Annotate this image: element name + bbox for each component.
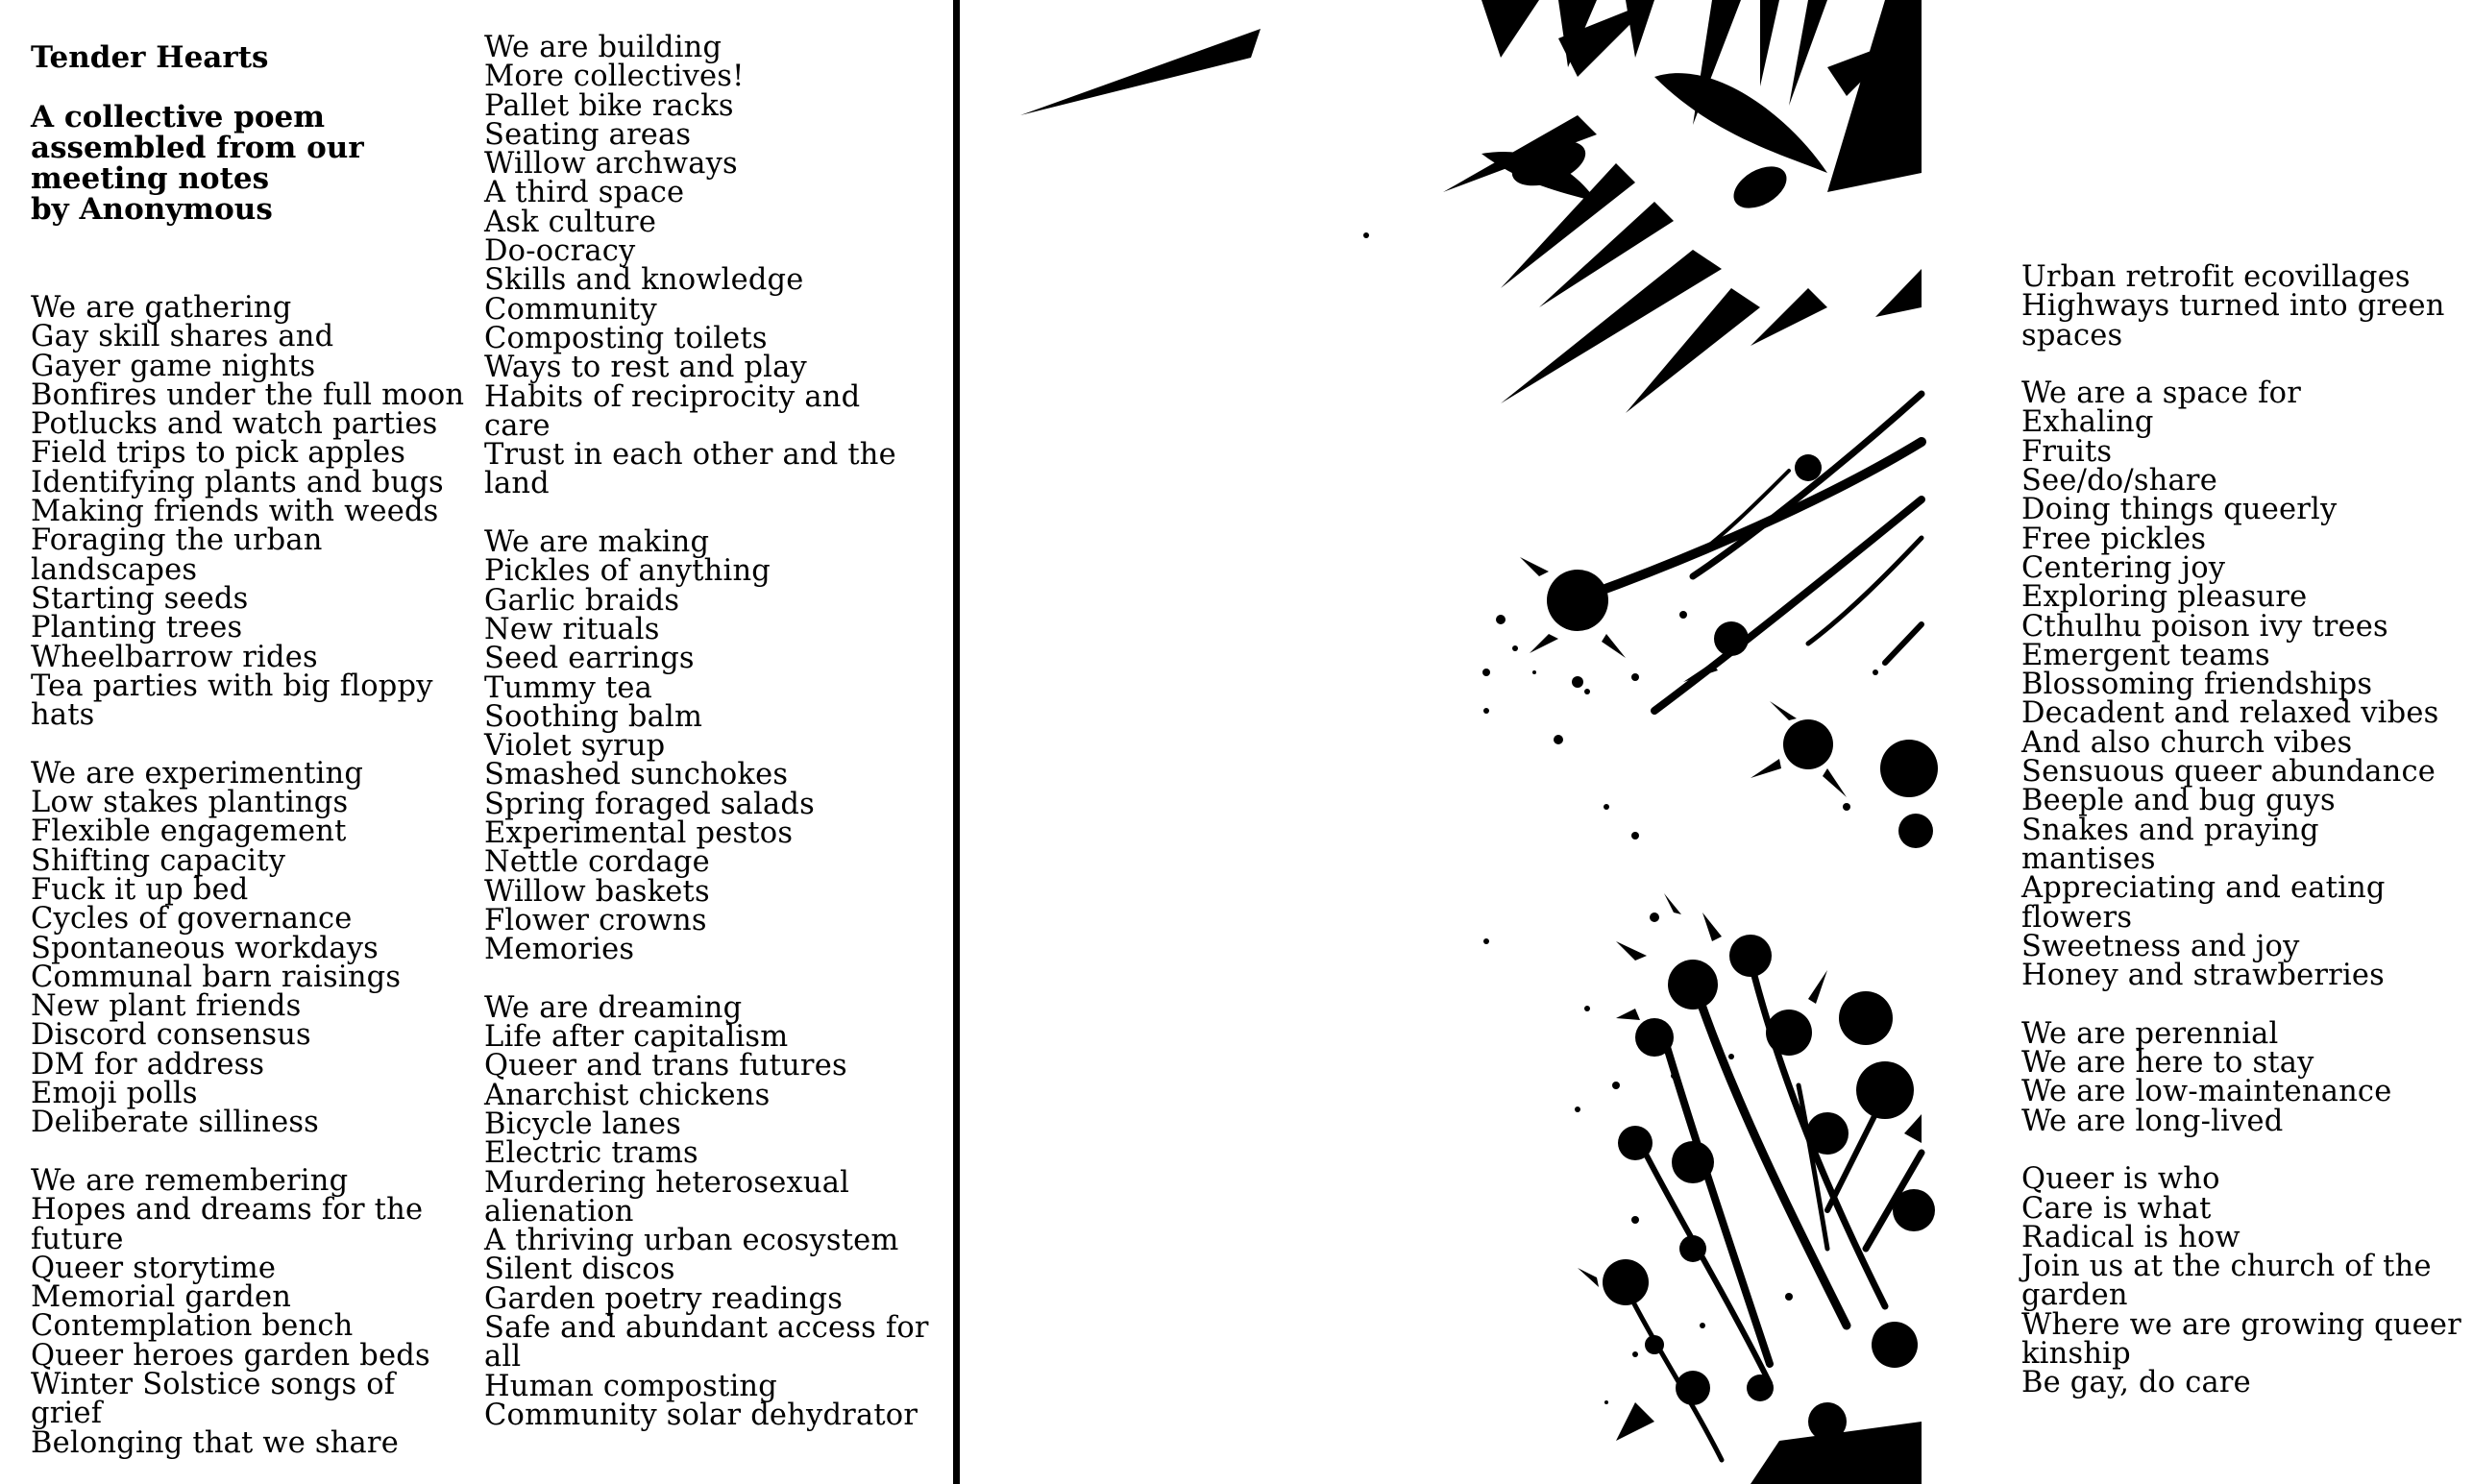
poem-line: Exhaling <box>2021 405 2154 440</box>
poem-line: Anarchist chickens <box>484 1078 771 1112</box>
poem-line: Cycles of governance <box>31 902 353 937</box>
poem-line: Queer heroes garden beds <box>31 1338 430 1373</box>
poem-subtitle-line: A collective poem <box>31 100 326 134</box>
poem-line: Centering joy <box>2021 550 2226 585</box>
poem-line: Fruits <box>2021 434 2113 469</box>
poem-author: by Anonymous <box>31 192 273 227</box>
poem-line: Seating areas <box>484 117 692 152</box>
poem-line: Queer is who <box>2021 1162 2220 1197</box>
poem-line: Spontaneous workdays <box>31 931 380 965</box>
poem-line: Identifying plants and bugs <box>31 465 444 499</box>
poem-line: Bonfires under the full moon <box>31 377 465 412</box>
left-page <box>0 0 953 1484</box>
poem-line: New plant friends <box>31 989 302 1024</box>
splatter-dots <box>1363 232 1878 1112</box>
poem-line: Decadent and relaxed vibes <box>2021 696 2439 731</box>
poem-line: We are perennial <box>2021 1016 2279 1051</box>
poem-line: Ways to rest and play <box>484 351 807 385</box>
poem-line: Planting trees <box>31 611 243 645</box>
poem-line: We are remembering <box>31 1163 349 1198</box>
poem-line: Hopes and dreams for the <box>31 1193 424 1228</box>
poem-line: Willow baskets <box>484 874 710 909</box>
poem-column-3 <box>2021 260 2473 1400</box>
poem-line: Murdering heterosexual <box>484 1165 850 1200</box>
poem-line: Soothing balm <box>484 699 703 734</box>
top-flower-petals <box>1020 0 1922 413</box>
poem-line: Emergent teams <box>2021 638 2270 672</box>
poem-line: Composting toilets <box>484 321 768 355</box>
poem-line: We are making <box>484 525 710 560</box>
poem-line: Garden poetry readings <box>484 1281 844 1316</box>
poem-line: Communal barn raisings <box>31 960 402 994</box>
poem-line: Cthulhu poison ivy trees <box>2021 609 2388 644</box>
poem-line: Experimental pestos <box>484 816 794 851</box>
stanza <box>2021 1162 2473 1400</box>
stanza <box>31 756 477 1140</box>
poem-line: We are long-lived <box>2021 1104 2284 1138</box>
poem-line: Pallet bike racks <box>484 88 734 123</box>
poem-line: Bicycle lanes <box>484 1107 681 1141</box>
poem-line: We are building <box>484 31 722 64</box>
poem-header <box>31 42 473 225</box>
poem-line: We are low-maintenance <box>2021 1075 2392 1109</box>
poem-line: Garlic braids <box>484 583 680 618</box>
stanza <box>31 1163 477 1460</box>
poem-line: New rituals <box>484 612 660 646</box>
poem-line: Care is what <box>2021 1191 2212 1226</box>
poem-line: Trust in each other and the <box>484 438 896 473</box>
poem-line: Where we are growing queer <box>2021 1307 2461 1342</box>
poem-line: Low stakes plantings <box>31 786 349 820</box>
poem-line: Radical is how <box>2021 1220 2240 1254</box>
stanza <box>2021 377 2473 993</box>
poem-line: Shifting capacity <box>31 843 286 878</box>
poem-line: Highways turned into green <box>2021 289 2445 324</box>
stanza <box>484 990 936 1432</box>
poem-line: Sensuous queer abundance <box>2021 755 2436 790</box>
poem-line: Urban retrofit ecovillages <box>2021 260 2411 294</box>
poem-line: care <box>484 408 551 443</box>
right-page <box>963 0 2461 1484</box>
poem-line: garden <box>2021 1278 2128 1313</box>
page-spine-divider <box>953 0 960 1484</box>
poem-line: Silent discos <box>484 1253 675 1287</box>
poem-subtitle-line: meeting notes <box>31 161 270 196</box>
poem-line: Community <box>484 292 657 327</box>
poem-line: mantises <box>2021 841 2156 876</box>
poem-line: Winter Solstice songs of <box>31 1367 396 1401</box>
poem-line: Violet syrup <box>484 729 666 764</box>
poem-line: Wheelbarrow rides <box>31 640 318 674</box>
poem-line: Be gay, do care <box>2021 1366 2251 1400</box>
poem-line: Skills and knowledge <box>484 263 804 298</box>
poem-line: Free pickles <box>2021 522 2207 556</box>
poem-subtitle-line: assembled from our <box>31 131 364 165</box>
poem-line: hats <box>31 698 95 733</box>
poem-line: all <box>484 1340 522 1375</box>
poem-line: DM for address <box>31 1047 265 1082</box>
poem-line: spaces <box>2021 318 2123 353</box>
poem-line: Appreciating and eating <box>2021 871 2386 906</box>
poem-line: Ask culture <box>484 205 657 239</box>
stanza <box>2021 1016 2473 1138</box>
flower-splatter-illustration <box>963 0 1922 1484</box>
poem-line: Electric trams <box>484 1136 698 1171</box>
poem-line: Belonging that we share <box>31 1425 399 1460</box>
poem-line: alienation <box>484 1194 634 1229</box>
poem-line: A third space <box>484 176 685 210</box>
poem-line: We are dreaming <box>484 990 743 1025</box>
poem-line: Gay skill shares and <box>31 320 334 354</box>
stanza <box>2021 260 2473 353</box>
poem-line: Gayer game nights <box>31 349 316 383</box>
poem-line: Do-ocracy <box>484 234 636 269</box>
stanza <box>484 525 936 967</box>
poem-line: Safe and abundant access for <box>484 1311 929 1346</box>
poem-line: Life after capitalism <box>484 1020 789 1055</box>
poem-line: flowers <box>2021 900 2133 935</box>
stanza <box>31 291 477 733</box>
poem-line: Doing things queerly <box>2021 493 2338 527</box>
poem-line: land <box>484 467 550 501</box>
poem-line: Habits of reciprocity and <box>484 379 861 414</box>
poem-line: grief <box>31 1397 103 1431</box>
poem-line: Nettle cordage <box>484 845 710 880</box>
poem-column-2 <box>484 31 936 1432</box>
stanza <box>484 31 936 501</box>
poem-line: See/do/share <box>2021 464 2217 499</box>
poem-title: Tender Hearts <box>31 40 269 75</box>
poem-line: Beeple and bug guys <box>2021 784 2336 818</box>
poem-line: Queer storytime <box>31 1251 277 1285</box>
poem-line: Deliberate silliness <box>31 1106 320 1140</box>
poem-line: A thriving urban ecosystem <box>484 1224 899 1258</box>
poem-line: Community solar dehydrator <box>484 1398 918 1432</box>
poem-line: Spring foraged salads <box>484 787 815 821</box>
poem-line: Honey and strawberries <box>2021 959 2385 993</box>
poem-line: Field trips to pick apples <box>31 436 406 471</box>
poem-line: Snakes and praying <box>2021 813 2319 847</box>
poem-line: Blossoming friendships <box>2021 668 2373 702</box>
poem-column-1 <box>31 291 477 1460</box>
poem-line: Pickles of anything <box>484 554 771 589</box>
poem-line: Flexible engagement <box>31 815 347 849</box>
poem-line: Potlucks and watch parties <box>31 407 438 442</box>
poem-line: We are gathering <box>31 291 292 325</box>
poem-line: Smashed sunchokes <box>484 758 789 792</box>
poem-line: Contemplation bench <box>31 1309 354 1344</box>
poem-line: Human composting <box>484 1369 777 1403</box>
poem-line: Flower crowns <box>484 903 707 937</box>
poem-line: Join us at the church of the <box>2021 1250 2432 1284</box>
poem-line: We are here to stay <box>2021 1046 2314 1081</box>
middle-stems <box>1587 394 1922 711</box>
poem-line: Memorial garden <box>31 1280 292 1315</box>
poem-line: Starting seeds <box>31 581 249 616</box>
poem-line: And also church vibes <box>2021 725 2353 760</box>
poem-line: Tummy tea <box>484 670 653 705</box>
poem-line: We are experimenting <box>31 756 364 791</box>
poem-line: Discord consensus <box>31 1018 311 1053</box>
poem-line: Fuck it up bed <box>31 872 249 907</box>
poem-line: landscapes <box>31 552 198 587</box>
poem-line: Making friends with weeds <box>31 495 439 529</box>
poem-line: Tea parties with big floppy <box>31 669 433 703</box>
poem-line: kinship <box>2021 1336 2131 1371</box>
poem-line: More collectives! <box>484 60 745 94</box>
poem-line: Emoji polls <box>31 1077 198 1111</box>
poem-line: Sweetness and joy <box>2021 929 2300 963</box>
poem-line: Seed earrings <box>484 642 695 676</box>
poem-line: We are a space for <box>2021 377 2302 411</box>
poem-line: Memories <box>484 933 635 967</box>
middle-flower-heads <box>1520 454 1938 848</box>
poem-line: Willow archways <box>484 147 738 182</box>
poem-line: Exploring pleasure <box>2021 580 2308 615</box>
poem-line: future <box>31 1222 124 1256</box>
poem-line: Queer and trans futures <box>484 1049 847 1083</box>
poem-line: Foraging the urban <box>31 523 323 558</box>
